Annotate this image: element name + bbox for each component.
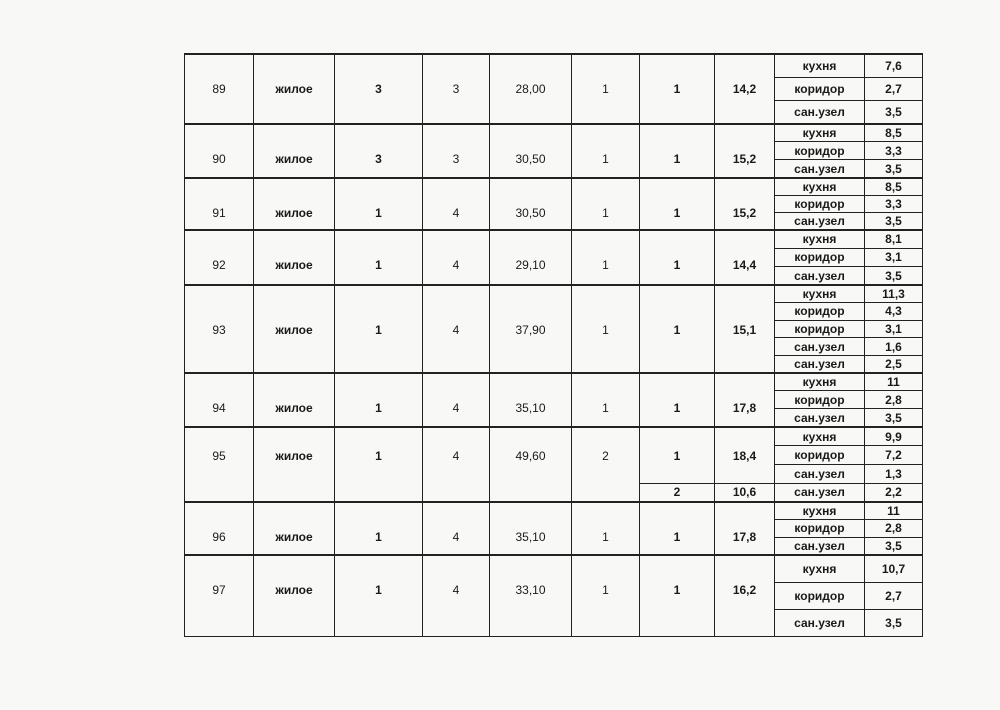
aux-room-name: сан.узел: [775, 537, 865, 555]
col-3-value: 1: [335, 555, 423, 637]
apartment-number: 90: [185, 124, 254, 178]
aux-room-area: 3,3: [865, 142, 923, 160]
aux-room-area: 11: [865, 502, 923, 520]
aux-room-name: кухня: [775, 178, 865, 195]
room-area: 17,8: [715, 373, 775, 427]
aux-room-area: 3,5: [865, 160, 923, 178]
aux-room-name: коридор: [775, 320, 865, 338]
room-number: 1: [640, 54, 715, 124]
aux-room-area: 2,7: [865, 582, 923, 609]
room-number: 1: [640, 555, 715, 637]
table-row: [185, 230, 923, 248]
aux-room-name: сан.узел: [775, 464, 865, 483]
aux-room-name: сан.узел: [775, 355, 865, 373]
aux-room-area: 11: [865, 373, 923, 391]
apartment-number: 91: [185, 178, 254, 230]
table-row: [185, 178, 923, 195]
col-3-value: 1: [335, 178, 423, 230]
aux-room-area: 3,5: [865, 267, 923, 285]
room-number: 2: [640, 483, 715, 502]
rooms-count: 1: [572, 555, 640, 637]
aux-room-name: кухня: [775, 54, 865, 77]
col-3-value: 1: [335, 427, 423, 502]
total-area: 30,50: [490, 178, 572, 230]
room-area: 10,6: [715, 483, 775, 502]
total-area: 29,10: [490, 230, 572, 285]
aux-room-area: 10,7: [865, 555, 923, 582]
aux-room-name: коридор: [775, 142, 865, 160]
aux-room-area: 2,7: [865, 77, 923, 100]
aux-room-area: 7,6: [865, 54, 923, 77]
aux-room-name: кухня: [775, 427, 865, 446]
room-number: 1: [640, 124, 715, 178]
rooms-count: 1: [572, 230, 640, 285]
premises-type: жилое: [254, 124, 335, 178]
premises-type: жилое: [254, 555, 335, 637]
aux-room-name: кухня: [775, 230, 865, 248]
rooms-count: 1: [572, 178, 640, 230]
room-area: 15,2: [715, 178, 775, 230]
room-number: 1: [640, 178, 715, 230]
col-4-value: 3: [423, 124, 490, 178]
aux-room-name: кухня: [775, 285, 865, 303]
aux-room-area: 2,5: [865, 355, 923, 373]
apartment-number: 95: [185, 427, 254, 502]
room-number: 1: [640, 427, 715, 483]
room-number: 1: [640, 230, 715, 285]
aux-room-area: 8,5: [865, 178, 923, 195]
aux-room-name: сан.узел: [775, 610, 865, 637]
aux-room-name: сан.узел: [775, 160, 865, 178]
table-row: [185, 502, 923, 520]
aux-room-area: 4,3: [865, 303, 923, 321]
aux-room-name: кухня: [775, 124, 865, 142]
premises-type: жилое: [254, 502, 335, 555]
aux-room-name: сан.узел: [775, 483, 865, 502]
aux-room-area: 8,1: [865, 230, 923, 248]
room-area: 15,2: [715, 124, 775, 178]
rooms-count: 1: [572, 124, 640, 178]
premises-type: жилое: [254, 230, 335, 285]
aux-room-name: сан.узел: [775, 267, 865, 285]
aux-room-area: 3,1: [865, 248, 923, 266]
total-area: 30,50: [490, 124, 572, 178]
rooms-count: 2: [572, 427, 640, 502]
aux-room-name: коридор: [775, 391, 865, 409]
aux-room-area: 3,3: [865, 195, 923, 212]
apartments-table: [184, 53, 923, 637]
room-area: 14,4: [715, 230, 775, 285]
col-3-value: 3: [335, 54, 423, 124]
room-number: 1: [640, 502, 715, 555]
aux-room-area: 2,2: [865, 483, 923, 502]
aux-room-name: коридор: [775, 303, 865, 321]
apartment-number: 89: [185, 54, 254, 124]
aux-room-name: коридор: [775, 195, 865, 212]
table-row: [185, 427, 923, 446]
col-4-value: 4: [423, 373, 490, 427]
aux-room-area: 3,5: [865, 409, 923, 427]
aux-room-name: сан.узел: [775, 101, 865, 124]
apartment-number: 92: [185, 230, 254, 285]
premises-type: жилое: [254, 373, 335, 427]
total-area: 49,60: [490, 427, 572, 502]
aux-room-name: кухня: [775, 502, 865, 520]
aux-room-area: 1,3: [865, 464, 923, 483]
room-area: 18,4: [715, 427, 775, 483]
table-row: [185, 373, 923, 391]
room-area: 15,1: [715, 285, 775, 373]
premises-type: жилое: [254, 178, 335, 230]
room-number: 1: [640, 373, 715, 427]
table-row: [185, 54, 923, 77]
aux-room-name: коридор: [775, 520, 865, 538]
aux-room-name: коридор: [775, 446, 865, 465]
total-area: 28,00: [490, 54, 572, 124]
table-row: [185, 124, 923, 142]
aux-room-name: коридор: [775, 582, 865, 609]
rooms-count: 1: [572, 502, 640, 555]
col-3-value: 3: [335, 124, 423, 178]
aux-room-area: 2,8: [865, 391, 923, 409]
room-number: 1: [640, 285, 715, 373]
premises-type: жилое: [254, 54, 335, 124]
total-area: 35,10: [490, 502, 572, 555]
col-4-value: 4: [423, 178, 490, 230]
apartment-number: 97: [185, 555, 254, 637]
apartment-number: 94: [185, 373, 254, 427]
apartment-number: 93: [185, 285, 254, 373]
col-4-value: 3: [423, 54, 490, 124]
col-4-value: 4: [423, 555, 490, 637]
table-row: [185, 555, 923, 582]
total-area: 35,10: [490, 373, 572, 427]
aux-room-name: коридор: [775, 77, 865, 100]
col-4-value: 4: [423, 285, 490, 373]
aux-room-area: 11,3: [865, 285, 923, 303]
col-3-value: 1: [335, 373, 423, 427]
aux-room-area: 1,6: [865, 338, 923, 356]
col-3-value: 1: [335, 230, 423, 285]
aux-room-name: кухня: [775, 373, 865, 391]
rooms-count: 1: [572, 373, 640, 427]
room-area: 17,8: [715, 502, 775, 555]
table-row: [185, 285, 923, 303]
rooms-count: 1: [572, 54, 640, 124]
col-4-value: 4: [423, 427, 490, 502]
aux-room-name: кухня: [775, 555, 865, 582]
aux-room-name: сан.узел: [775, 409, 865, 427]
aux-room-area: 3,5: [865, 537, 923, 555]
col-4-value: 4: [423, 502, 490, 555]
aux-room-name: коридор: [775, 248, 865, 266]
aux-room-area: 8,5: [865, 124, 923, 142]
premises-type: жилое: [254, 285, 335, 373]
col-3-value: 1: [335, 502, 423, 555]
aux-room-area: 9,9: [865, 427, 923, 446]
premises-type: жилое: [254, 427, 335, 502]
aux-room-area: 3,5: [865, 101, 923, 124]
apartment-number: 96: [185, 502, 254, 555]
col-4-value: 4: [423, 230, 490, 285]
aux-room-area: 7,2: [865, 446, 923, 465]
total-area: 33,10: [490, 555, 572, 637]
rooms-count: 1: [572, 285, 640, 373]
room-area: 14,2: [715, 54, 775, 124]
aux-room-area: 3,5: [865, 610, 923, 637]
aux-room-area: 3,1: [865, 320, 923, 338]
aux-room-area: 3,5: [865, 213, 923, 230]
aux-room-name: сан.узел: [775, 213, 865, 230]
total-area: 37,90: [490, 285, 572, 373]
aux-room-name: сан.узел: [775, 338, 865, 356]
col-3-value: 1: [335, 285, 423, 373]
room-area: 16,2: [715, 555, 775, 637]
aux-room-area: 2,8: [865, 520, 923, 538]
